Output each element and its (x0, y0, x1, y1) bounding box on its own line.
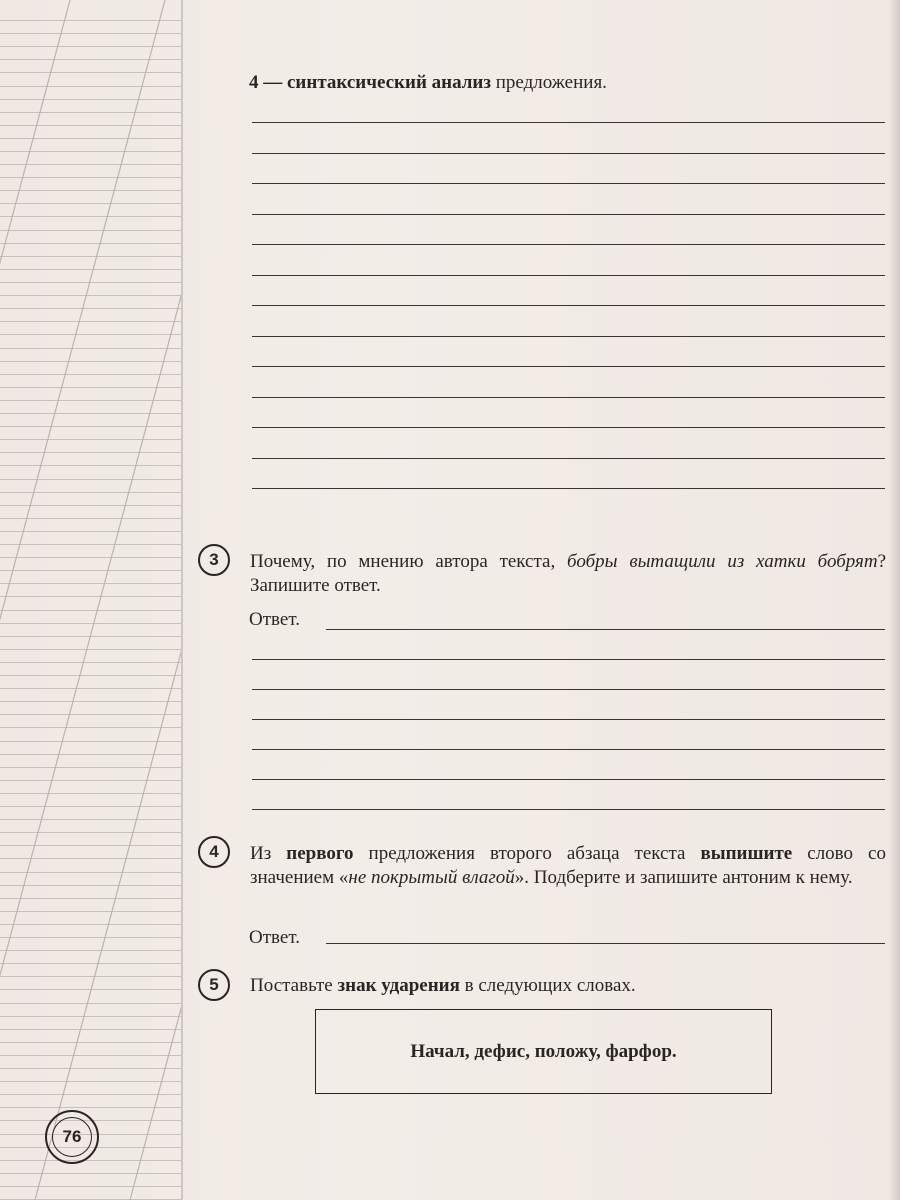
writing-line[interactable] (252, 214, 885, 215)
heading-number: 4 — (249, 72, 283, 93)
answer-line[interactable] (326, 629, 885, 630)
word-box (315, 1009, 772, 1094)
writing-line[interactable] (252, 122, 885, 123)
margin-diagonal (0, 0, 182, 1200)
writing-line[interactable] (252, 275, 885, 276)
writing-line[interactable] (252, 244, 885, 245)
task3-text: Почему, по мнению автора текста, (250, 551, 568, 572)
writing-line[interactable] (252, 305, 885, 306)
task4-italic: не покрытый влагой (348, 867, 515, 888)
section-heading (249, 72, 607, 94)
writing-line[interactable] (252, 427, 885, 428)
left-margin-field (0, 0, 182, 1200)
writing-line[interactable] (252, 458, 885, 459)
answer-label: Ответ. (249, 609, 300, 630)
word-list: Начал, дефис, положу, фарфор. (410, 1040, 677, 1062)
writing-line[interactable] (252, 397, 885, 398)
writing-line[interactable] (252, 366, 885, 367)
task4-bold: первого (286, 843, 354, 864)
writing-line[interactable] (252, 689, 885, 690)
writing-line[interactable] (252, 659, 885, 660)
page-number-badge (45, 1110, 99, 1164)
heading-bold: синтаксический анализ (287, 72, 492, 93)
writing-line[interactable] (252, 183, 885, 184)
writing-line[interactable] (252, 749, 885, 750)
margin-diagonal (0, 0, 70, 1200)
page-edge-shadow (888, 0, 900, 1200)
writing-line[interactable] (252, 153, 885, 154)
task4-text: слово со значением « (250, 843, 886, 888)
writing-line[interactable] (252, 336, 885, 337)
task4-question (250, 842, 886, 890)
task3-text-end: ? Запишите ответ. (250, 551, 886, 596)
task5-bold: знак ударения (337, 975, 460, 996)
margin-diagonal (35, 0, 182, 1200)
writing-line[interactable] (252, 719, 885, 720)
show-through-text (620, 80, 624, 98)
writing-line[interactable] (252, 488, 885, 489)
task3-italic: бобры вытащили из хатки бобрят (567, 551, 878, 572)
heading-rest: предложения. (495, 72, 607, 93)
task4-text: ». Подберите и запишите антоним к нему. (514, 867, 853, 888)
task4-bold: выпишите (700, 843, 793, 864)
task4-text: Из (250, 843, 287, 864)
task-number-badge: 4 (198, 836, 230, 868)
margin-separator (181, 0, 183, 1200)
answer-line[interactable] (326, 943, 885, 944)
margin-diagonal-guides (0, 0, 182, 1200)
task3-question (250, 550, 886, 598)
answer-label: Ответ. (249, 927, 300, 948)
task4-text: предложения второго абзаца текста (353, 843, 701, 864)
page-number: 76 (52, 1117, 92, 1157)
task-number-badge: 5 (198, 969, 230, 1001)
writing-line[interactable] (252, 809, 885, 810)
task5-text: Поставьте (250, 975, 338, 996)
task5-question (250, 974, 886, 998)
task-number-badge: 3 (198, 544, 230, 576)
margin-diagonal (130, 0, 182, 1200)
task5-text: в следующих словах. (459, 975, 636, 996)
writing-line[interactable] (252, 779, 885, 780)
